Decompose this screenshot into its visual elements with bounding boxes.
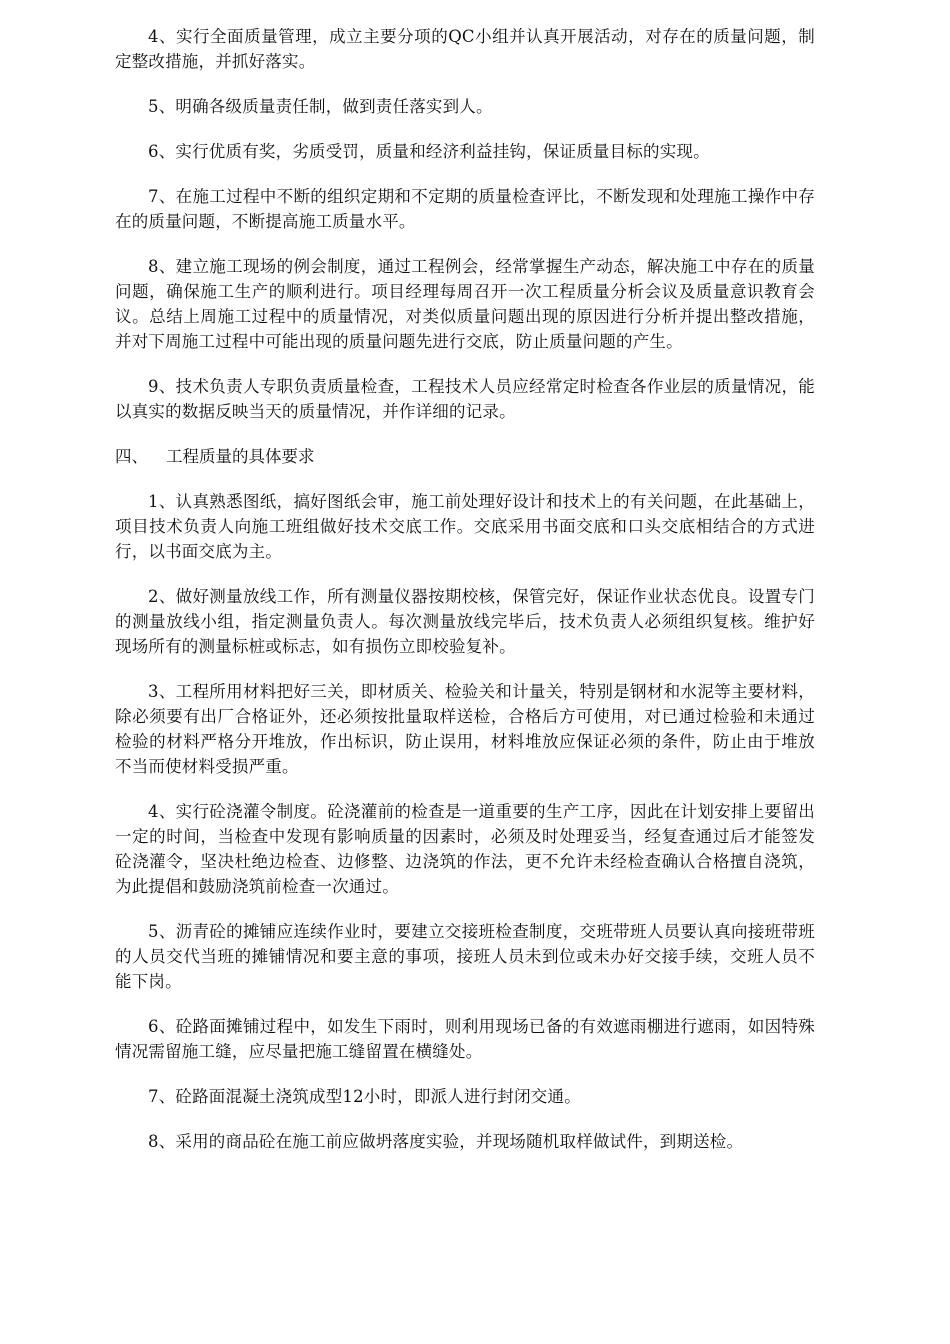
paragraph-s4-item-4: 4、实行砼浇灌令制度。砼浇灌前的检查是一道重要的生产工序，因此在计划安排上要留出一定的时间，当检查中发现有影响质量的因素时，必须及时处理妥当，经复查通过后才能签发砼浇灌令，坚决杜绝边检查、边修整、边浇筑的作法，更不允许未经检查确认合格擅自浇筑，为此提倡和鼓励浇筑前检查一次通过。 (115, 802, 815, 896)
paragraph-s4-item-5: 5、沥青砼的摊铺应连续作业时，要建立交接班检查制度，交班带班人员要认真向接班带班的人员交代当班的摊铺情况和要主意的事项，接班人员未到位或未办好交接手续，交班人员不能下岗。 (115, 922, 815, 991)
paragraph-s4-item-1: 1、认真熟悉图纸，搞好图纸会审，施工前处理好设计和技术上的有关问题，在此基础上，项目技术负责人向施工班组做好技术交底工作。交底采用书面交底和口头交底相结合的方式进行，以书面交底为主。 (115, 492, 815, 561)
section-4-heading (115, 444, 815, 469)
paragraph-s4-item-6: 6、砼路面摊铺过程中，如发生下雨时，则利用现场已备的有效遮雨棚进行遮雨，如因特殊情况需留施工缝，应尽量把施工缝留置在横缝处。 (115, 1017, 815, 1061)
paragraph-s3-item-6: 6、实行优质有奖，劣质受罚，质量和经济利益挂钩，保证质量目标的实现。 (148, 142, 710, 161)
paragraph-s4-item-2: 2、做好测量放线工作，所有测量仪器按期校核，保管完好，保证作业状态优良。设置专门的测量放线小组，指定测量负责人。每次测量放线完毕后，技术负责人必须组织复核。维护好现场所有的测量标桩或标志，如有损伤立即校验复补。 (115, 587, 815, 656)
section-4-number: 四、 (115, 447, 148, 466)
paragraph-s4-item-3: 3、工程所用材料把好三关，即材质关、检验关和计量关，特别是钢材和水泥等主要材料，除必须要有出厂合格证外，还必须按批量取样送检，合格后方可使用，对已通过检验和未通过检验的材料严格分开堆放，作出标识，防止误用，材料堆放应保证必须的条件，防止由于堆放不当而使材料受损严重。 (115, 682, 815, 776)
paragraph-s3-item-8: 8、建立施工现场的例会制度，通过工程例会，经常掌握生产动态，解决施工中存在的质量问题，确保施工生产的顺利进行。项目经理每周召开一次工程质量分析会议及质量意识教育会议。总结上周施工过程中的质量情况，对类似质量问题出现的原因进行分析并提出整改措施，并对下周施工过程中可能出现的质量问题先进行交底，防止质量问题的产生。 (115, 257, 815, 351)
section-4-title: 工程质量的具体要求 (166, 447, 315, 466)
document-page (115, 24, 815, 1174)
paragraph-s3-item-5: 5、明确各级质量责任制，做到责任落实到人。 (148, 97, 493, 116)
paragraph-s3-item-9: 9、技术负责人专职负责质量检查，工程技术人员应经常定时检查各作业层的质量情况，能以真实的数据反映当天的质量情况，并作详细的记录。 (115, 377, 815, 421)
paragraph-s3-item-4: 4、实行全面质量管理，成立主要分项的QC小组并认真开展活动，对存在的质量问题，制定整改措施，并抓好落实。 (115, 27, 815, 71)
paragraph-s4-item-7: 7、砼路面混凝土浇筑成型12小时，即派人进行封闭交通。 (148, 1087, 581, 1106)
paragraph-s3-item-7: 7、在施工过程中不断的组织定期和不定期的质量检查评比，不断发现和处理施工操作中存在的质量问题，不断提高施工质量水平。 (115, 187, 815, 231)
paragraph-s4-item-8: 8、采用的商品砼在施工前应做坍落度实验，并现场随机取样做试件，到期送检。 (148, 1132, 744, 1151)
